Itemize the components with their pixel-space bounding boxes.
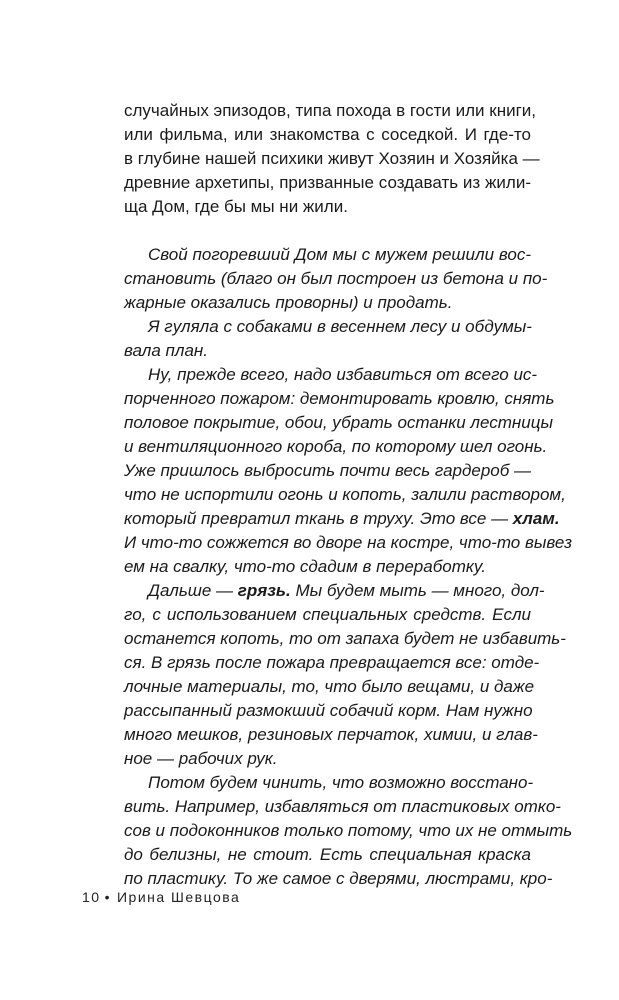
text-line: Уже пришлось выбросить почти весь гардероб —	[124, 461, 532, 480]
text-line: ное — рабочих рук.	[124, 749, 278, 768]
text-fragment: который превратил ткань в труху. Это все —	[124, 509, 513, 528]
text-line: ща Дом, где бы мы ни жили.	[124, 197, 348, 216]
running-author: Ирина Шевцова	[116, 889, 241, 905]
text-line: Потом будем чинить, что возможно восстано-	[148, 773, 534, 792]
paragraph-4	[124, 363, 573, 579]
text-line: рассыпанный размокший собачий корм. Нам нужно	[124, 701, 533, 720]
paragraph-1	[124, 99, 540, 219]
text-line-with-bold	[124, 579, 545, 603]
text-line: И что-то сожжется во дворе на костре, что-то вывез	[124, 533, 573, 552]
text-line: древние архетипы, призванные создавать из жили-	[124, 173, 531, 192]
bold-word-gryaz: грязь.	[237, 581, 291, 600]
text-line: или фильма, или знакомства с соседкой. И где-то	[124, 125, 531, 144]
text-line: случайных эпизодов, типа похода в гости или книги,	[124, 101, 537, 120]
text-line: жарные оказались проворны) и продать.	[124, 293, 453, 312]
text-line: вить. Например, избавляться от пластиковых отко-	[124, 797, 561, 816]
text-line: много мешков, резиновых перчаток, химии, и глав-	[124, 725, 538, 744]
text-line: порченного пожаром: демонтировать кровлю, снять	[124, 389, 555, 408]
bullet-separator: •	[104, 889, 111, 905]
text-line: Ну, прежде всего, надо избавиться от всего ис-	[148, 365, 538, 384]
text-line: ем на свалку, что-то сдадим в переработку.	[124, 557, 486, 576]
page-footer	[82, 889, 240, 905]
text-line: ся. В грязь после пожара превращается все: отде-	[124, 653, 540, 672]
text-line: лочные материалы, то, что было вещами, и даже	[124, 677, 535, 696]
paragraph-5	[124, 579, 566, 771]
text-line: что не испортили огонь и копоть, залили раствором,	[124, 485, 566, 504]
text-line: вала план.	[124, 341, 209, 360]
text-line: половое покрытие, обои, убрать останки лестницы	[124, 413, 553, 432]
text-line: Свой погоревший Дом мы с мужем решили вос-	[148, 245, 531, 264]
paragraph-gap	[124, 219, 531, 243]
text-line: в глубине нашей психики живут Хозяин и Хозяйка —	[124, 149, 540, 168]
bold-word-hlam: хлам.	[512, 509, 560, 528]
page-number: 10	[82, 889, 101, 905]
paragraph-2	[124, 243, 548, 315]
text-line: сов и подоконников только потому, что их не отмыть	[124, 821, 573, 840]
text-line: становить (благо он был построен из бетона и по-	[124, 269, 548, 288]
text-line-with-bold	[124, 507, 560, 531]
paragraph-3	[124, 315, 531, 363]
text-line: по пластику. То же самое с дверями, люстрами, кро-	[124, 869, 553, 888]
text-line: останется копоть, то от запаха будет не избавить-	[124, 629, 566, 648]
text-line: до белизны, не стоит. Есть специальная краска	[124, 845, 531, 864]
text-line: и вентиляционного короба, по которому шел огонь.	[124, 437, 548, 456]
text-line: го, с использованием специальных средств. Если	[124, 605, 531, 624]
paragraph-6	[124, 771, 573, 891]
text-line: Я гуляла с собаками в весеннем лесу и обдумы-	[148, 317, 532, 336]
text-fragment: Дальше —	[148, 581, 238, 600]
page-body	[124, 99, 573, 891]
text-fragment: Мы будем мыть — много, дол-	[290, 581, 545, 600]
